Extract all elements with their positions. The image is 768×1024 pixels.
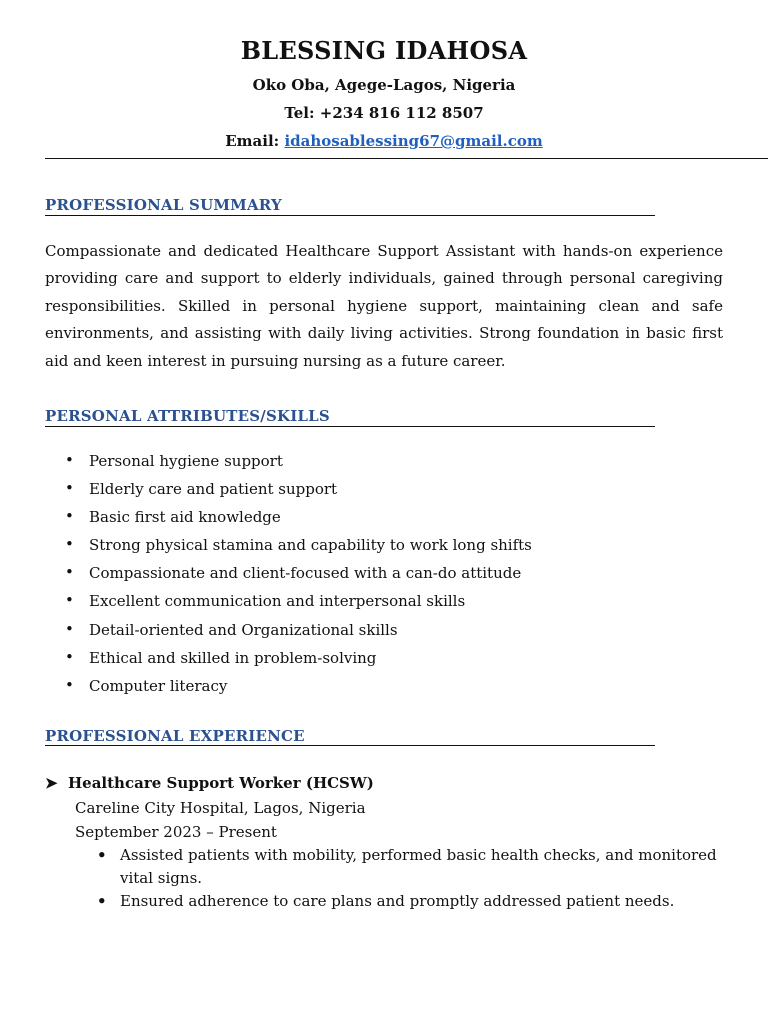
skill-text: Detail-oriented and Organizational skills	[89, 620, 398, 639]
summary-divider	[45, 215, 655, 216]
bullet-icon: •	[97, 846, 107, 864]
bullet-icon: •	[65, 563, 74, 582]
job-title: Healthcare Support Worker (HCSW)	[68, 774, 374, 792]
summary-text: Compassionate and dedicated Healthcare Support Assistant with hands-on experience providing care and support to elderly individuals, gained through personal caregiving responsibilities. Skilled in personal hygiene support, maintaining clean and safe environments, and assisting with daily living activities. Strong foundation in basic first aid and keen interest in pursuing nursing as a future career.	[45, 242, 723, 370]
bullet-icon: •	[65, 507, 74, 526]
skill-text: Excellent communication and interpersonal skills	[89, 592, 466, 611]
duty-item	[0, 890, 768, 913]
skill-item	[0, 590, 768, 618]
skill-item	[0, 450, 768, 478]
candidate-name: BLESSING IDAHOSA	[240, 36, 528, 65]
skill-item	[0, 478, 768, 506]
job-dates: September 2023 – Present	[75, 823, 277, 841]
skill-item	[0, 619, 768, 647]
duty-text: Ensured adherence to care plans and promptly addressed patient needs.	[120, 892, 675, 910]
summary-heading: PROFESSIONAL SUMMARY	[45, 196, 282, 214]
email-line	[0, 132, 768, 150]
bullet-icon: •	[65, 479, 74, 498]
skill-text: Elderly care and patient support	[89, 480, 338, 499]
bullet-icon: •	[65, 619, 74, 638]
phone: Tel: +234 816 112 8507	[284, 104, 484, 122]
bullet-icon: •	[65, 647, 74, 666]
skill-text: Strong physical stamina and capability to work long shifts	[89, 536, 532, 555]
duty-text: Assisted patients with mobility, performed basic health checks, and monitored vital signs.	[120, 846, 717, 887]
skill-item	[0, 506, 768, 534]
arrow-bullet-icon: ➤	[45, 774, 58, 792]
skills-heading: PERSONAL ATTRIBUTES/SKILLS	[45, 407, 330, 425]
header-divider	[45, 158, 768, 159]
skill-item	[0, 562, 768, 590]
bullet-icon: •	[65, 451, 74, 469]
bullet-icon: •	[65, 591, 74, 610]
skill-text: Compassionate and client-focused with a can-do attitude	[89, 564, 522, 583]
bullet-icon: •	[65, 535, 74, 554]
skill-text: Personal hygiene support	[89, 452, 283, 470]
experience-divider	[45, 745, 655, 746]
bullet-icon: •	[97, 892, 107, 910]
experience-heading: PROFESSIONAL EXPERIENCE	[45, 727, 305, 745]
skill-item	[0, 647, 768, 675]
skill-item	[0, 675, 768, 703]
job-employer: Careline City Hospital, Lagos, Nigeria	[75, 799, 366, 817]
skill-text: Basic first aid knowledge	[89, 508, 281, 527]
skills-list	[0, 450, 768, 703]
email-link[interactable]: idahosablessing67@gmail.com	[284, 132, 543, 150]
skill-text: Ethical and skilled in problem-solving	[89, 648, 377, 667]
skill-text: Computer literacy	[89, 676, 228, 695]
bullet-icon: •	[65, 675, 74, 694]
skills-divider	[45, 426, 655, 427]
skill-item	[0, 534, 768, 562]
email-label: Email:	[225, 132, 280, 150]
address: Oko Oba, Agege-Lagos, Nigeria	[252, 76, 516, 94]
duty-list	[0, 844, 768, 913]
duty-item	[0, 844, 768, 890]
